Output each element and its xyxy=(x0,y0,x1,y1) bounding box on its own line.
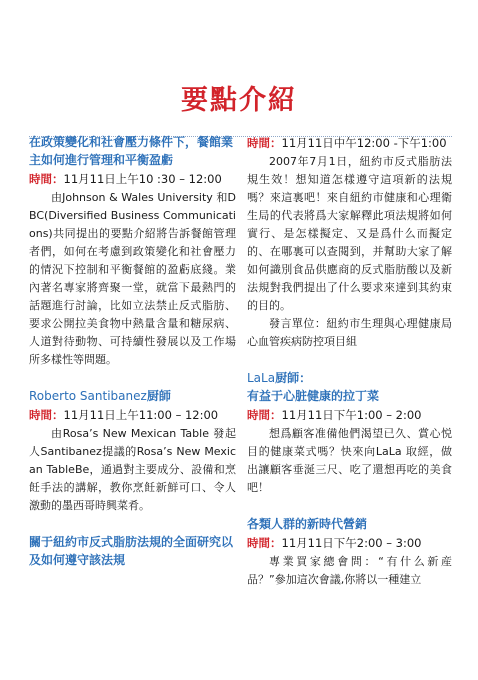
session-time xyxy=(29,406,236,424)
time-value: 11月11日中午12:00 -下午1:00 xyxy=(281,136,447,150)
section-heading-trans-fat: 關于紐約市反式脂肪法規的全面研究以及如何遵守該法規 xyxy=(29,535,234,567)
time-label: 時間： xyxy=(29,408,64,422)
chef-suffix: 厨師： xyxy=(275,371,312,385)
time-value: 11月11日下午2:00 – 3:00 xyxy=(281,536,422,550)
page-title: 要點介紹 xyxy=(181,85,297,116)
section-heading-policy: 在政策變化和社會壓力條件下，餐館業主如何進行管理和平衡盈虧 xyxy=(29,135,234,167)
time-value: 11月11日上午10 :30 – 12:00 xyxy=(63,172,222,186)
session-time xyxy=(247,134,452,152)
section-heading-chef xyxy=(29,387,236,405)
section-heading-lala xyxy=(247,369,452,387)
session-time xyxy=(247,406,452,424)
section-body: 由Johnson & Wales University 和DBC(Diversified Business Communications)共同提出的要點介紹將告訴餐館管理者們，如何在考慮到政策變化和社會壓力的情況下控制和平衡餐館的盈虧底綫。業內著名專家將齊聚一堂，就當下最熱門的話題進行討論，比如立法禁止反式脂肪、要求公開拉美食物中熱量含量和糖尿病、人道對待動物、可持續性發展以及工作場所多樣性等問題。 xyxy=(29,191,236,366)
section-body: 2007年7月1日，紐約市反式脂肪法規生效！想知道怎樣遵守這項新的法規嗎？來這裏吧！來自紐約市健康和心理衛生局的代表將爲大家解釋此項法規將如何實行、是怎樣擬定、又是爲什么而擬定的、在哪裏可以查閱到，并幫助大家了解如何識別食品供應商的反式脂肪酸以及新法規對我們提出了什么要求來達到其約束的目的。 xyxy=(247,155,452,312)
session-time xyxy=(29,170,236,188)
spacer xyxy=(247,351,452,369)
right-column xyxy=(247,133,452,589)
time-value: 11月11日下午1:00 – 2:00 xyxy=(281,408,422,422)
left-column xyxy=(29,133,236,569)
section-subheading: 有益于心脏健康的拉丁菜 xyxy=(247,389,380,403)
time-value: 11月11日上午11:00 – 12:00 xyxy=(63,408,219,422)
chef-suffix: 厨師 xyxy=(146,389,171,403)
section-sponsor: 發言單位：紐約市生理與心理健康局心血管疾病防控項目組 xyxy=(247,317,452,348)
spacer xyxy=(247,497,452,515)
time-label: 時間： xyxy=(247,536,282,550)
time-label: 時間： xyxy=(247,408,282,422)
spacer xyxy=(29,515,236,533)
section-body: 想爲顧客准備他們渴望已久、賞心悦目的健康菜式嗎？快來向LaLa 取經，做出讓顧客垂涎三尺、吃了還想再吃的美食吧！ xyxy=(247,427,452,494)
chef-name: Roberto Santibanez xyxy=(29,389,147,403)
spacer xyxy=(29,369,236,387)
session-time xyxy=(247,534,452,552)
time-label: 時間： xyxy=(247,136,282,150)
chef-name: LaLa xyxy=(247,371,276,385)
section-body: 由Rosa’s New Mexican Table 發起人Santibanez提議的Rosa’s New Mexican TableBe，通過對主要成分、設備和烹飪手法的講解，教你烹飪新鮮可口、令人激動的墨西哥時興菜肴。 xyxy=(29,427,236,512)
time-label: 時間： xyxy=(29,172,64,186)
section-heading-marketing: 各類人群的新時代營銷 xyxy=(247,517,368,531)
section-body: 專業買家總會問：“有什么新産品？”參加這次會議,你將以一種建立 xyxy=(247,555,452,586)
